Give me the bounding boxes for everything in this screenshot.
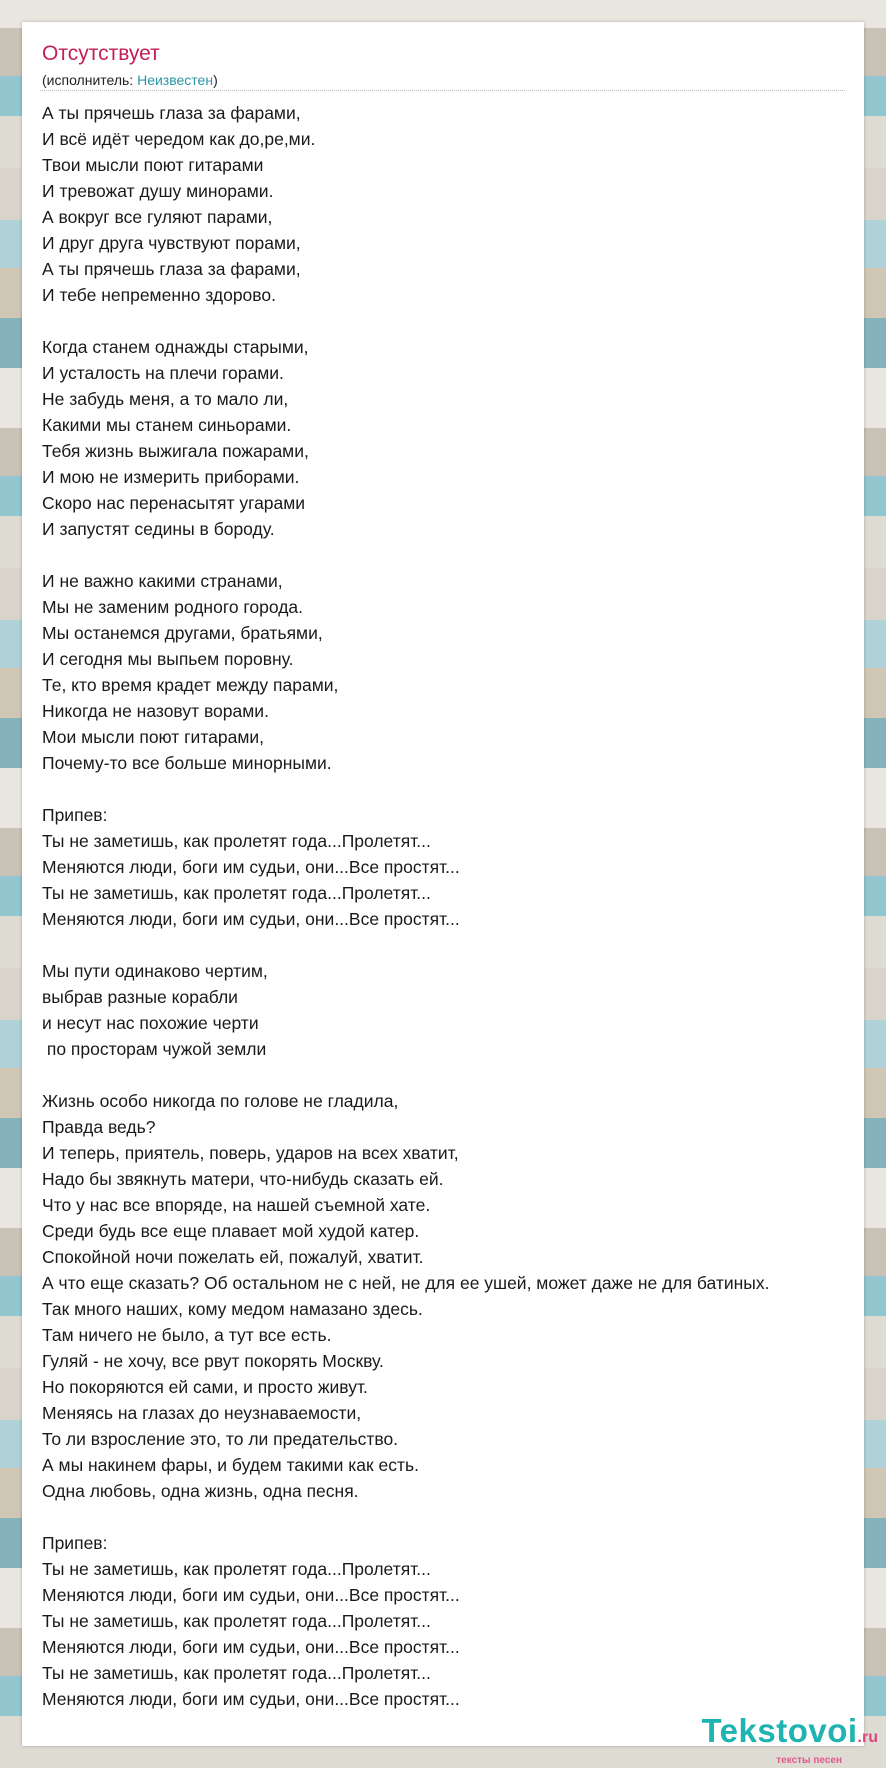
lyric-line: Спокойной ночи пожелать ей, пожалуй, хватит. — [42, 1247, 424, 1267]
lyric-line: Что у нас все впоряде, на нашей съемной хате. — [42, 1195, 431, 1215]
lyric-line: Меняются люди, боги им судьи, они...Все простят... — [42, 857, 460, 877]
lyric-line: Какими мы станем синьорами. — [42, 415, 292, 435]
lyric-line — [42, 932, 770, 958]
lyric-line: А что еще сказать? Об остальном не с ней, не для ее ушей, может даже не для батиных. — [42, 1273, 770, 1293]
logo-tagline: тексты песен — [776, 1755, 842, 1766]
lyric-line: Мы не заменим родного города. — [42, 597, 304, 617]
lyric-line: Ты не заметишь, как пролетят года...Пролетят... — [42, 1611, 431, 1631]
lyric-line: по просторам чужой земли — [42, 1039, 267, 1059]
lyric-line: То ли взросление это, то ли предательство. — [42, 1429, 399, 1449]
lyric-line: Там ничего не было, а тут все есть. — [42, 1325, 332, 1345]
title-divider — [40, 90, 845, 91]
logo-name: Tekstovoi — [701, 1712, 858, 1749]
lyric-line: А вокруг все гуляют парами, — [42, 207, 273, 227]
lyric-line: Так много наших, кому медом намазано здесь. — [42, 1299, 423, 1319]
lyric-line: А мы накинем фары, и будем такими как есть. — [42, 1455, 419, 1475]
lyric-line: И тебе непременно здорово. — [42, 285, 276, 305]
lyric-line — [42, 308, 770, 334]
lyric-line: И всё идёт чередом как до,ре,ми. — [42, 129, 316, 149]
lyric-line: Ты не заметишь, как пролетят года...Пролетят... — [42, 883, 431, 903]
lyric-line: Мои мысли поют гитарами, — [42, 727, 265, 747]
lyric-line: И усталость на плечи горами. — [42, 363, 284, 383]
lyric-line: Гуляй - не хочу, все рвут покорять Москву. — [42, 1351, 384, 1371]
lyric-line: Ты не заметишь, как пролетят года...Пролетят... — [42, 1663, 431, 1683]
artist-prefix: (исполнитель: — [42, 72, 138, 88]
lyric-line: Меняются люди, боги им судьи, они...Все простят... — [42, 1637, 460, 1657]
lyric-line — [42, 1062, 770, 1088]
lyric-line: И друг друга чувствуют порами, — [42, 233, 301, 253]
lyric-line: Меняясь на глазах до неузнаваемости, — [42, 1403, 362, 1423]
lyric-line: Надо бы звякнуть матери, что-нибудь сказать ей. — [42, 1169, 444, 1189]
lyric-line: Припев: — [42, 1533, 108, 1553]
lyric-line: И сегодня мы выпьем поровну. — [42, 649, 294, 669]
lyric-line: И мою не измерить приборами. — [42, 467, 300, 487]
lyric-line: Твои мысли поют гитарами — [42, 155, 264, 175]
lyric-line: Скоро нас перенасытят угарами — [42, 493, 306, 513]
lyric-line: Те, кто время крадет между парами, — [42, 675, 339, 695]
lyric-line — [42, 1504, 770, 1530]
lyric-line: Одна любовь, одна жизнь, одна песня. — [42, 1481, 359, 1501]
lyric-line: Не забудь меня, а то мало ли, — [42, 389, 289, 409]
lyric-line: Ты не заметишь, как пролетят года...Пролетят... — [42, 1559, 431, 1579]
lyric-line: Меняются люди, боги им судьи, они...Все простят... — [42, 909, 460, 929]
lyric-line: Ты не заметишь, как пролетят года...Пролетят... — [42, 831, 431, 851]
lyrics-panel — [22, 22, 864, 1746]
lyric-line: Среди будь все еще плавает мой худой катер. — [42, 1221, 420, 1241]
lyric-line: И теперь, приятель, поверь, ударов на всех хватит, — [42, 1143, 459, 1163]
lyric-line — [42, 776, 770, 802]
lyric-line: И тревожат душу минорами. — [42, 181, 274, 201]
lyric-line: Мы пути одинаково чертим, — [42, 961, 268, 981]
lyric-line: А ты прячешь глаза за фарами, — [42, 103, 301, 123]
lyric-line: Никогда не назовут ворами. — [42, 701, 269, 721]
lyric-line: Мы останемся другами, братьями, — [42, 623, 323, 643]
lyric-line: выбрав разные корабли — [42, 987, 238, 1007]
lyric-line: Когда станем однажды старыми, — [42, 337, 309, 357]
lyric-line: и несут нас похожие черти — [42, 1013, 259, 1033]
lyric-line: Почему-то все больше минорными. — [42, 753, 332, 773]
song-title: Отсутствует — [42, 42, 160, 65]
artist-suffix: ) — [213, 72, 218, 88]
lyric-line: И не важно какими странами, — [42, 571, 283, 591]
lyric-line: Меняются люди, боги им судьи, они...Все простят... — [42, 1689, 460, 1709]
site-logo[interactable] — [701, 1714, 878, 1766]
artist-line — [42, 71, 218, 89]
lyric-line: Припев: — [42, 805, 108, 825]
logo-tld: .ru — [857, 1729, 878, 1746]
lyrics-text — [42, 100, 770, 1712]
lyric-line: Но покоряются ей сами, и просто живут. — [42, 1377, 368, 1397]
lyric-line: Меняются люди, боги им судьи, они...Все простят... — [42, 1585, 460, 1605]
lyric-line — [42, 542, 770, 568]
lyric-line: А ты прячешь глаза за фарами, — [42, 259, 301, 279]
artist-link[interactable]: Неизвестен — [137, 72, 214, 88]
lyric-line: Жизнь особо никогда по голове не гладила, — [42, 1091, 399, 1111]
lyric-line: И запустят седины в бороду. — [42, 519, 275, 539]
lyric-line: Тебя жизнь выжигала пожарами, — [42, 441, 309, 461]
lyric-line: Правда ведь? — [42, 1117, 156, 1137]
